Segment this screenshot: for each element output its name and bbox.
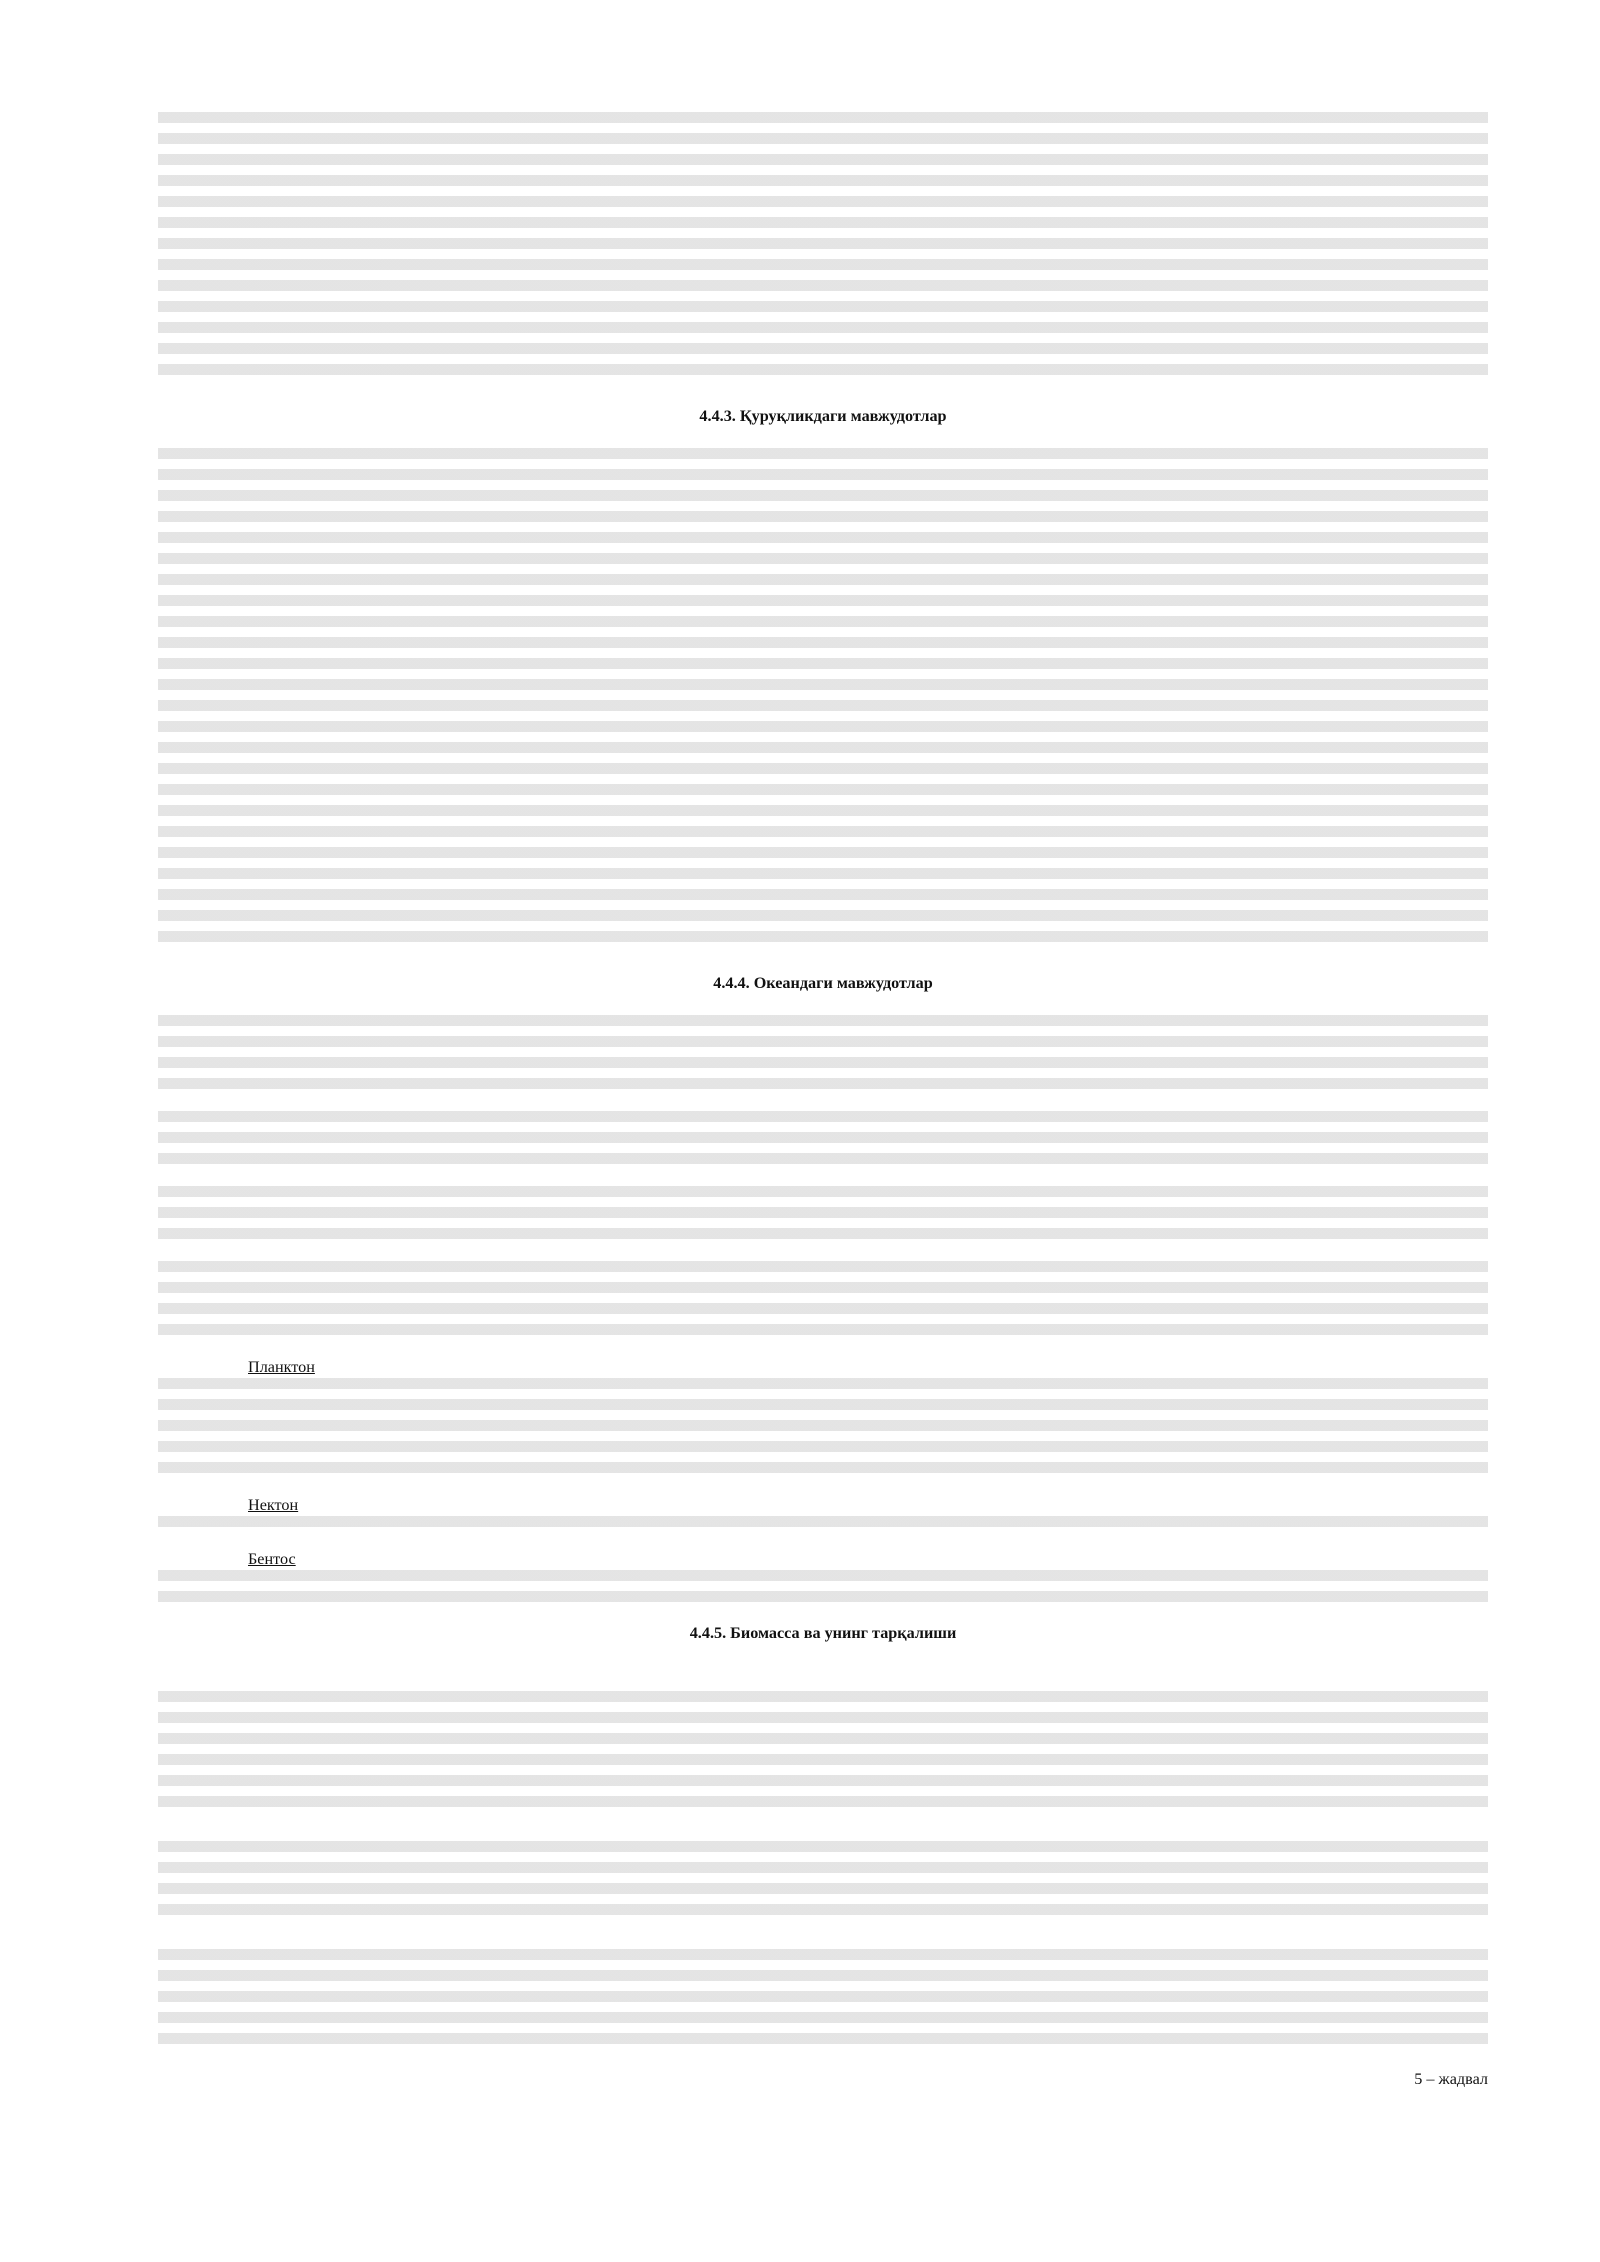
paragraph-text	[158, 847, 1488, 952]
body-paragraph	[158, 1186, 1488, 1249]
body-paragraph	[158, 1015, 1488, 1099]
body-paragraph	[158, 1495, 1488, 1537]
spacer	[158, 1174, 1488, 1186]
paragraph-text	[158, 1015, 1488, 1099]
spacer	[158, 2054, 1488, 2070]
spacer	[158, 1612, 1488, 1624]
body-paragraph	[158, 1111, 1488, 1174]
body-paragraph	[158, 1949, 1488, 2054]
section-heading: 4.4.5. Биомасса ва унинг тарқалиши	[689, 1624, 957, 1642]
body-paragraph	[158, 448, 1488, 553]
paragraph-text	[158, 805, 1488, 847]
paragraph-text	[158, 1841, 1488, 1925]
term-plankton: Планктон	[248, 1358, 315, 1376]
spacer	[158, 952, 1488, 974]
spacer	[158, 1099, 1488, 1111]
term-nekton: Нектон	[248, 1496, 299, 1514]
table-caption: 5 – жадвал	[1414, 2070, 1488, 2088]
paragraph-text	[158, 1949, 1488, 2054]
paragraph-text	[158, 1570, 1488, 1610]
paragraph-text	[158, 1691, 1488, 1817]
paragraph-text	[158, 196, 1488, 217]
body-paragraph	[158, 112, 1488, 196]
body-paragraph	[158, 1549, 1488, 1612]
paragraph-text	[158, 1378, 1488, 1478]
paragraph-text	[158, 742, 1488, 805]
paragraph-text	[158, 301, 1488, 385]
body-paragraph	[158, 1841, 1488, 1925]
paragraph-text	[158, 217, 1488, 301]
body-paragraph	[158, 301, 1488, 385]
body-paragraph	[158, 1261, 1488, 1345]
paragraph-text	[158, 1261, 1488, 1345]
spacer	[158, 1249, 1488, 1261]
body-paragraph	[158, 742, 1488, 805]
body-paragraph	[158, 196, 1488, 217]
section-heading: 4.4.4. Океандаги мавжудотлар	[713, 974, 933, 992]
body-paragraph	[158, 805, 1488, 847]
spacer	[158, 1817, 1488, 1841]
spacer	[158, 1537, 1488, 1549]
body-paragraph	[158, 1357, 1488, 1483]
paragraph-text	[158, 1111, 1488, 1174]
paragraph-text	[158, 1516, 1488, 1536]
body-paragraph	[158, 553, 1488, 742]
paragraph-text	[158, 112, 1488, 196]
body-paragraph	[158, 1691, 1488, 1817]
term-bentos: Бентос	[248, 1550, 296, 1568]
spacer	[158, 385, 1488, 407]
spacer	[158, 1483, 1488, 1495]
section-heading: 4.4.3. Қуруқликдаги мавжудотлар	[699, 407, 947, 425]
spacer	[158, 426, 1488, 448]
paragraph-text	[158, 1186, 1488, 1249]
paragraph-text	[158, 448, 1488, 553]
spacer	[158, 1925, 1488, 1949]
spacer	[158, 1643, 1488, 1691]
paragraph-text	[158, 553, 1488, 742]
spacer	[158, 993, 1488, 1015]
spacer	[158, 1345, 1488, 1357]
body-paragraph	[158, 217, 1488, 301]
body-paragraph	[158, 847, 1488, 952]
